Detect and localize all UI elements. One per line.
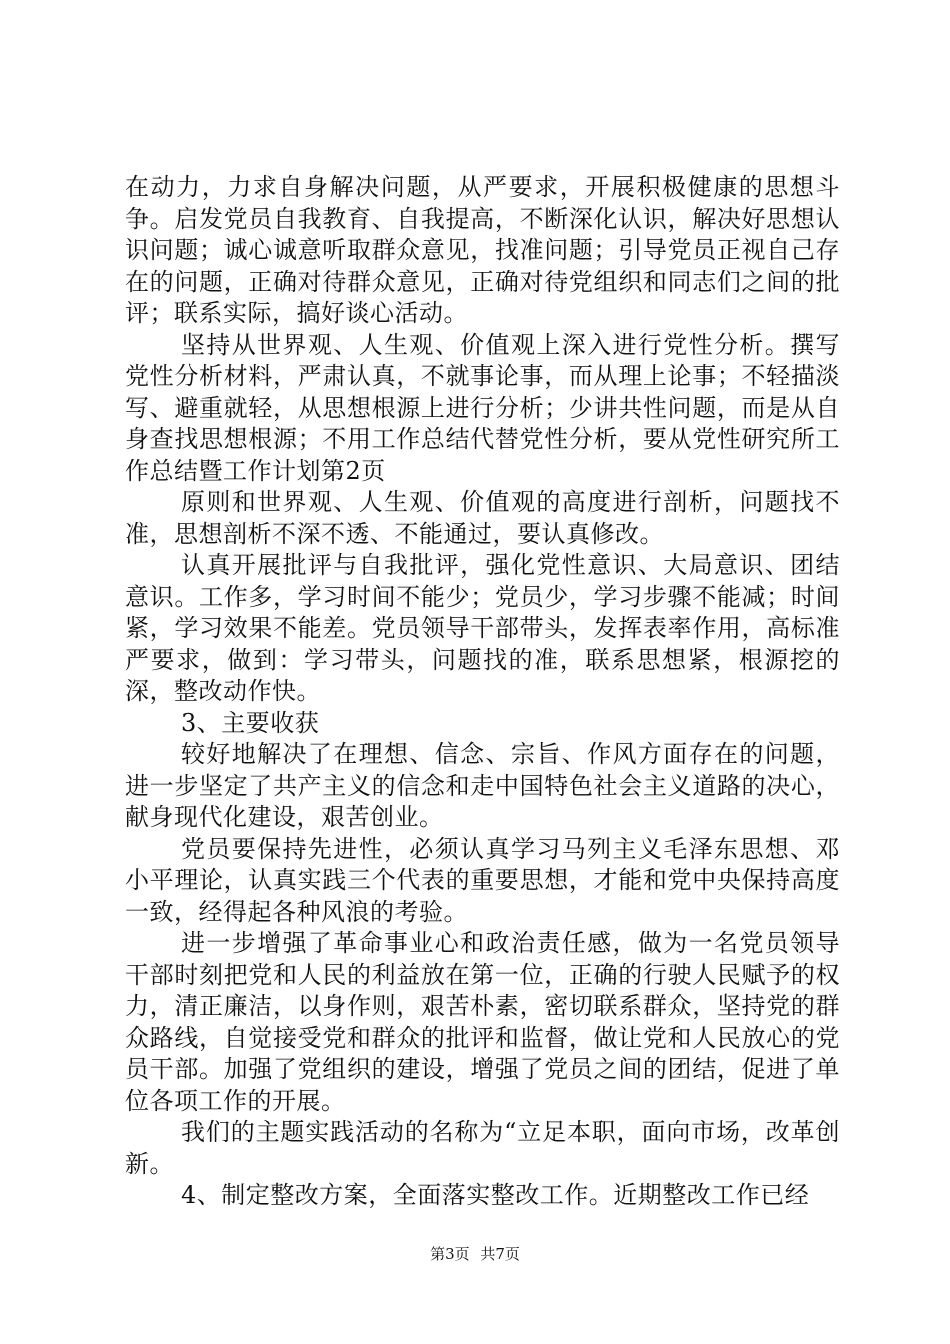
section-heading-3: 3、主要收获 [181, 708, 320, 737]
paragraph-1: 在动力，力求自身解决问题，从严要求，开展积极健康的思想斗争。启发党员自我教育、自我提高，不断深化认识，解决好思想认识问题；诚心诚意听取群众意见，找准问题；引导党员正视自己存在的问题，正确对待群众意见，正确对待党组织和同志们之间的批评；联系实际，搞好谈心活动。 [125, 173, 840, 327]
page-footer [0, 1244, 950, 1264]
paragraph-8: 我们的主题实践活动的名称为“立足本职，面向市场，改革创新。 [125, 1118, 840, 1178]
paragraph-4: 认真开展批评与自我批评，强化党性意识、大局意识、团结意识。工作多，学习时间不能少；党员少，学习步骤不能减；时间紧，学习效果不能差。党员领导干部带头，发挥表率作用，高标准严要求，做到：学习带头，问题找的准，联系思想紧，根源挖的深，整改动作快。 [125, 551, 840, 705]
page-total: 共7页 [480, 1245, 520, 1263]
paragraph-2: 坚持从世界观、人生观、价值观上深入进行党性分析。撰写党性分析材料，严肃认真，不就事论事，而从理上论事；不轻描淡写、避重就轻，从思想根源上进行分析；少讲共性问题，而是从自身查找思想根源；不用工作总结代替党性分析，要从党性研究所工作总结暨工作计划第2页 [125, 330, 840, 485]
document-body [125, 172, 840, 1212]
paragraph-7: 进一步增强了革命事业心和政治责任感，做为一名党员领导干部时刻把党和人民的利益放在第一位，正确的行驶人民赋予的权力，清正廉洁，以身作则，艰苦朴素，密切联系群众，坚持党的群众路线，自觉接受党和群众的批评和监督，做让党和人民放心的党员干部。加强了党组织的建设，增强了党员之间的团结，促进了单位各项工作的开展。 [125, 929, 840, 1115]
paragraph-3: 原则和世界观、人生观、价值观的高度进行剖析，问题找不准，思想剖析不深不透、不能通过，要认真修改。 [125, 488, 840, 548]
page-number: 第3页 [430, 1245, 470, 1263]
paragraph-9: 4、制定整改方案，全面落实整改工作。近期整改工作已经 [181, 1181, 810, 1209]
paragraph-5: 较好地解决了在理想、信念、宗旨、作风方面存在的问题，进一步坚定了共产主义的信念和走中国特色社会主义道路的决心，献身现代化建设，艰苦创业。 [125, 740, 840, 831]
paragraph-6: 党员要保持先进性，必须认真学习马列主义毛泽东思想、邓小平理论，认真实践三个代表的重要思想，才能和党中央保持高度一致，经得起各种风浪的考验。 [125, 834, 840, 926]
